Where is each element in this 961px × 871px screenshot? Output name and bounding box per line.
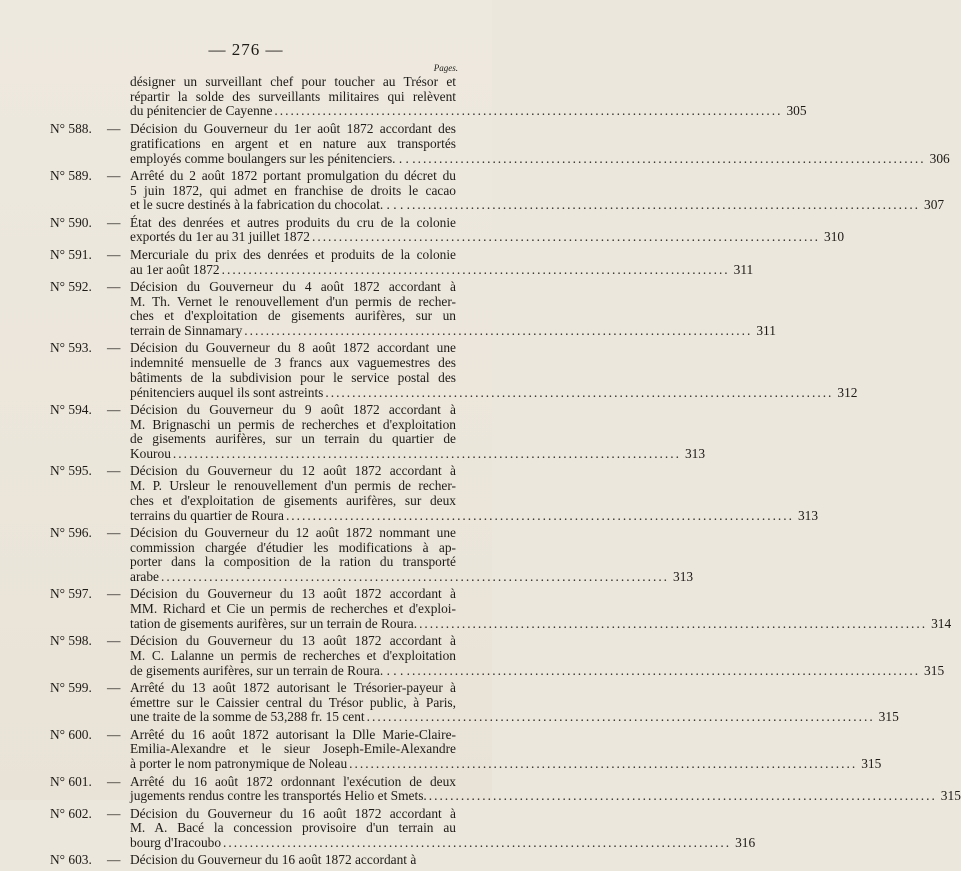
entry-line	[130, 384, 858, 401]
entry-line: de gisements aurifères, sur un terrain du quartier de	[130, 431, 456, 447]
toc-entry	[50, 524, 694, 585]
entry-dash: —	[107, 278, 121, 294]
toc-entry	[50, 278, 776, 339]
entry-line	[130, 261, 754, 278]
toc-entry	[50, 121, 950, 166]
entry-dash: —	[107, 773, 121, 789]
entry-number: N° 588.	[50, 121, 92, 137]
entry-text: Kourou	[130, 446, 171, 461]
toc-entry	[50, 74, 807, 119]
dot-leader	[416, 152, 928, 167]
toc-entry	[50, 246, 754, 277]
entry-text: bourg d'Iracoubo	[130, 835, 222, 851]
entry-page-number: 313	[797, 507, 819, 523]
entry-number: N° 598.	[50, 633, 92, 649]
dot-leader	[417, 617, 929, 632]
entry-page-number: 312	[837, 384, 858, 400]
entry-line	[130, 446, 706, 462]
entry-page-number: 315	[924, 662, 945, 678]
entry-line	[130, 662, 945, 679]
entry-line: M. C. Lalanne un permis de recherches et d'exploitation	[130, 647, 456, 663]
entry-number: N° 592.	[50, 278, 92, 294]
entry-dash: —	[107, 246, 121, 262]
table-of-contents	[50, 74, 961, 871]
toc-entry	[50, 214, 845, 245]
dot-leader	[159, 570, 671, 585]
entry-line: Arrêté du 2 août 1872 portant promulgation du décret du	[130, 167, 456, 183]
entry-text: pénitenciers auquel ils sont astreints	[130, 384, 324, 400]
entry-dash: —	[107, 167, 121, 183]
entry-line: Décision du Gouverneur du 8 août 1872 accordant une	[130, 340, 456, 356]
toc-entry	[50, 463, 819, 523]
entry-line: Décision du Gouverneur du 12 août 1872 nommant une	[130, 524, 456, 540]
entry-line: commission chargée d'étudier les modifications à ap-	[130, 539, 456, 555]
entry-line	[130, 709, 899, 725]
entry-text: une traite de la somme de 53,288 fr. 15 cent	[130, 709, 365, 725]
entry-dash: —	[107, 524, 121, 540]
entry-dash: —	[107, 679, 121, 695]
dot-leader	[427, 789, 939, 804]
entry-number: N° 591.	[50, 246, 92, 262]
entry-line: M. P. Ursleur le renouvellement d'un permis de recher-	[130, 478, 456, 494]
entry-dash: —	[107, 340, 121, 356]
entry-page-number: 313	[673, 569, 694, 584]
entry-line: M. Th. Vernet le renouvellement d'un permis de recher-	[130, 293, 456, 309]
entry-text: jugements rendus contre les transportés Helio et Smets.	[130, 788, 427, 804]
entry-dash: —	[107, 586, 121, 602]
entry-line: émettre sur le Caissier central du Trésor public, à Paris,	[130, 694, 456, 710]
entry-number: N° 594.	[50, 401, 92, 417]
entry-line: Décision du Gouverneur du 1er août 1872 accordant des	[130, 121, 456, 137]
entry-line: ches et d'exploitation de gisements aurifères, sur deux	[130, 492, 456, 508]
entry-page-number: 315	[861, 756, 882, 772]
pages-column-heading: Pages.	[433, 63, 458, 73]
entry-page-number: 315	[878, 709, 899, 725]
entry-line	[130, 507, 819, 524]
entry-line: ches et d'exploitation de gisements aurifères, sur un	[130, 308, 456, 324]
entry-page-number: 307	[924, 197, 945, 213]
entry-line: porter dans la composition de la ration du transporté	[130, 554, 456, 570]
entry-text: de gisements aurifères, sur un terrain de Roura. . . . .	[130, 662, 411, 678]
entry-line	[130, 615, 952, 632]
entry-page-number: 306	[929, 150, 950, 166]
entry-text: employés comme boulangers sur les pénitenciers. . . .	[130, 150, 416, 166]
entry-page-number: 314	[931, 615, 952, 631]
entry-text: au 1er août 1872	[130, 261, 220, 277]
toc-entry	[50, 773, 961, 804]
entry-number: N° 600.	[50, 726, 92, 742]
entry-line	[130, 323, 776, 339]
entry-text: exportés du 1er au 31 juillet 1872	[130, 229, 310, 245]
entry-line	[130, 756, 882, 772]
entry-number: N° 590.	[50, 214, 92, 230]
entry-line: répartir la solde des surveillants militaires qui relèvent	[130, 88, 456, 104]
toc-entry	[50, 167, 945, 213]
entry-line: Décision du Gouverneur du 4 août 1872 accordant à	[130, 278, 456, 294]
entry-text: terrain de Sinnamary	[130, 323, 243, 338]
toc-entry	[50, 633, 945, 678]
entry-number: N° 602.	[50, 805, 92, 821]
entry-text: à porter le nom patronymique de Noleau	[130, 756, 348, 772]
entry-text: arabe	[130, 569, 159, 584]
entry-page-number: 315	[940, 788, 961, 804]
entry-line: Arrêté du 13 août 1872 autorisant le Trésorier-payeur à	[130, 679, 456, 695]
dot-leader	[221, 836, 733, 851]
dot-leader	[323, 386, 835, 401]
entry-line	[130, 150, 950, 167]
entry-dash: —	[107, 852, 121, 868]
toc-entry	[50, 805, 756, 851]
entry-line: M. Brignaschi un permis de recherches et d'exploitation	[130, 416, 456, 432]
entry-page-number: 311	[756, 323, 776, 338]
toc-entry	[50, 586, 952, 631]
dot-leader	[284, 509, 796, 524]
entry-text: tation de gisements aurifères, sur un terrain de Roura.	[130, 615, 418, 631]
entry-dash: —	[107, 121, 121, 137]
entry-page-number: 311	[733, 261, 754, 277]
dot-leader	[242, 324, 754, 339]
entry-dash: —	[107, 463, 121, 479]
entry-number: N° 595.	[50, 463, 92, 479]
entry-page-number: 313	[684, 446, 706, 461]
entry-text: et le sucre destinés à la fabrication du chocolat. . . . .	[130, 197, 410, 213]
entry-text: terrains du quartier de Roura	[130, 507, 284, 523]
entry-line: Emilia-Alexandre et le sieur Joseph-Emile-Alexandre	[130, 741, 456, 757]
entry-dash: —	[107, 214, 121, 230]
entry-line: 5 juin 1872, qui admet en franchise de droits le cacao	[130, 182, 456, 198]
toc-entry	[50, 853, 456, 868]
entry-dash: —	[107, 726, 121, 742]
entry-line: État des denrées et autres produits du cru de la colonie	[130, 214, 456, 230]
entry-line	[130, 103, 807, 119]
entry-line: Arrêté du 16 août 1872 autorisant la Dlle Marie-Claire-	[130, 726, 456, 742]
entry-number: N° 596.	[50, 524, 92, 540]
dot-leader	[220, 263, 732, 278]
entry-line: Décision du Gouverneur du 13 août 1872 accordant à	[130, 633, 456, 649]
entry-line	[130, 835, 756, 851]
entry-line	[130, 229, 845, 245]
toc-entry	[50, 726, 882, 772]
entry-line	[130, 853, 456, 868]
entry-line: Décision du Gouverneur du 16 août 1872 accordant à	[130, 805, 456, 821]
entry-number: N° 589.	[50, 167, 92, 183]
entry-line: indemnité mensuelle de 3 francs aux vaguemestres des	[130, 355, 456, 371]
dot-leader	[410, 664, 922, 679]
entry-line	[130, 788, 961, 804]
entry-page-number: 305	[786, 103, 807, 119]
entry-text: Décision du Gouverneur du 16 août 1872 accordant à	[130, 852, 417, 868]
entry-line: bâtiments de la subdivision pour le service postal des	[130, 369, 456, 385]
entry-number: N° 599.	[50, 679, 92, 695]
entry-line: désigner un surveillant chef pour toucher au Trésor et	[130, 74, 456, 89]
entry-number: N° 601.	[50, 773, 92, 789]
entry-page-number: 310	[824, 229, 845, 245]
dot-leader	[365, 710, 877, 725]
entry-page-number: 316	[735, 835, 756, 851]
entry-number: N° 603.	[50, 852, 92, 868]
dot-leader	[171, 447, 683, 462]
entry-dash: —	[107, 401, 121, 417]
entry-line: gratifications en argent et en nature aux transportés	[130, 135, 456, 151]
dot-leader	[410, 198, 922, 213]
entry-text: du pénitencier de Cayenne	[130, 103, 273, 119]
dot-leader	[347, 757, 859, 772]
toc-entry	[50, 401, 706, 462]
entry-line: MM. Richard et Cie un permis de recherches et d'exploi-	[130, 601, 456, 617]
entry-dash: —	[107, 633, 121, 649]
entry-line: M. A. Bacé la concession provisoire d'un terrain au	[130, 820, 456, 836]
entry-number: N° 597.	[50, 586, 92, 602]
entry-line: Arrêté du 16 août 1872 ordonnant l'exécution de deux	[130, 773, 456, 789]
entry-number: N° 593.	[50, 340, 92, 356]
toc-entry	[50, 679, 899, 725]
entry-line: Décision du Gouverneur du 13 août 1872 accordant à	[130, 586, 456, 602]
entry-line: Décision du Gouverneur du 9 août 1872 accordant à	[130, 401, 456, 417]
entry-line	[130, 569, 694, 585]
entry-line	[130, 197, 945, 213]
entry-dash: —	[107, 805, 121, 821]
dot-leader	[272, 104, 784, 119]
entry-line: Décision du Gouverneur du 12 août 1872 accordant à	[130, 463, 456, 479]
dot-leader	[310, 230, 822, 245]
page-number: — 276 —	[208, 40, 284, 59]
entry-line: Mercuriale du prix des denrées et produits de la colonie	[130, 246, 456, 262]
toc-entry	[50, 340, 858, 400]
